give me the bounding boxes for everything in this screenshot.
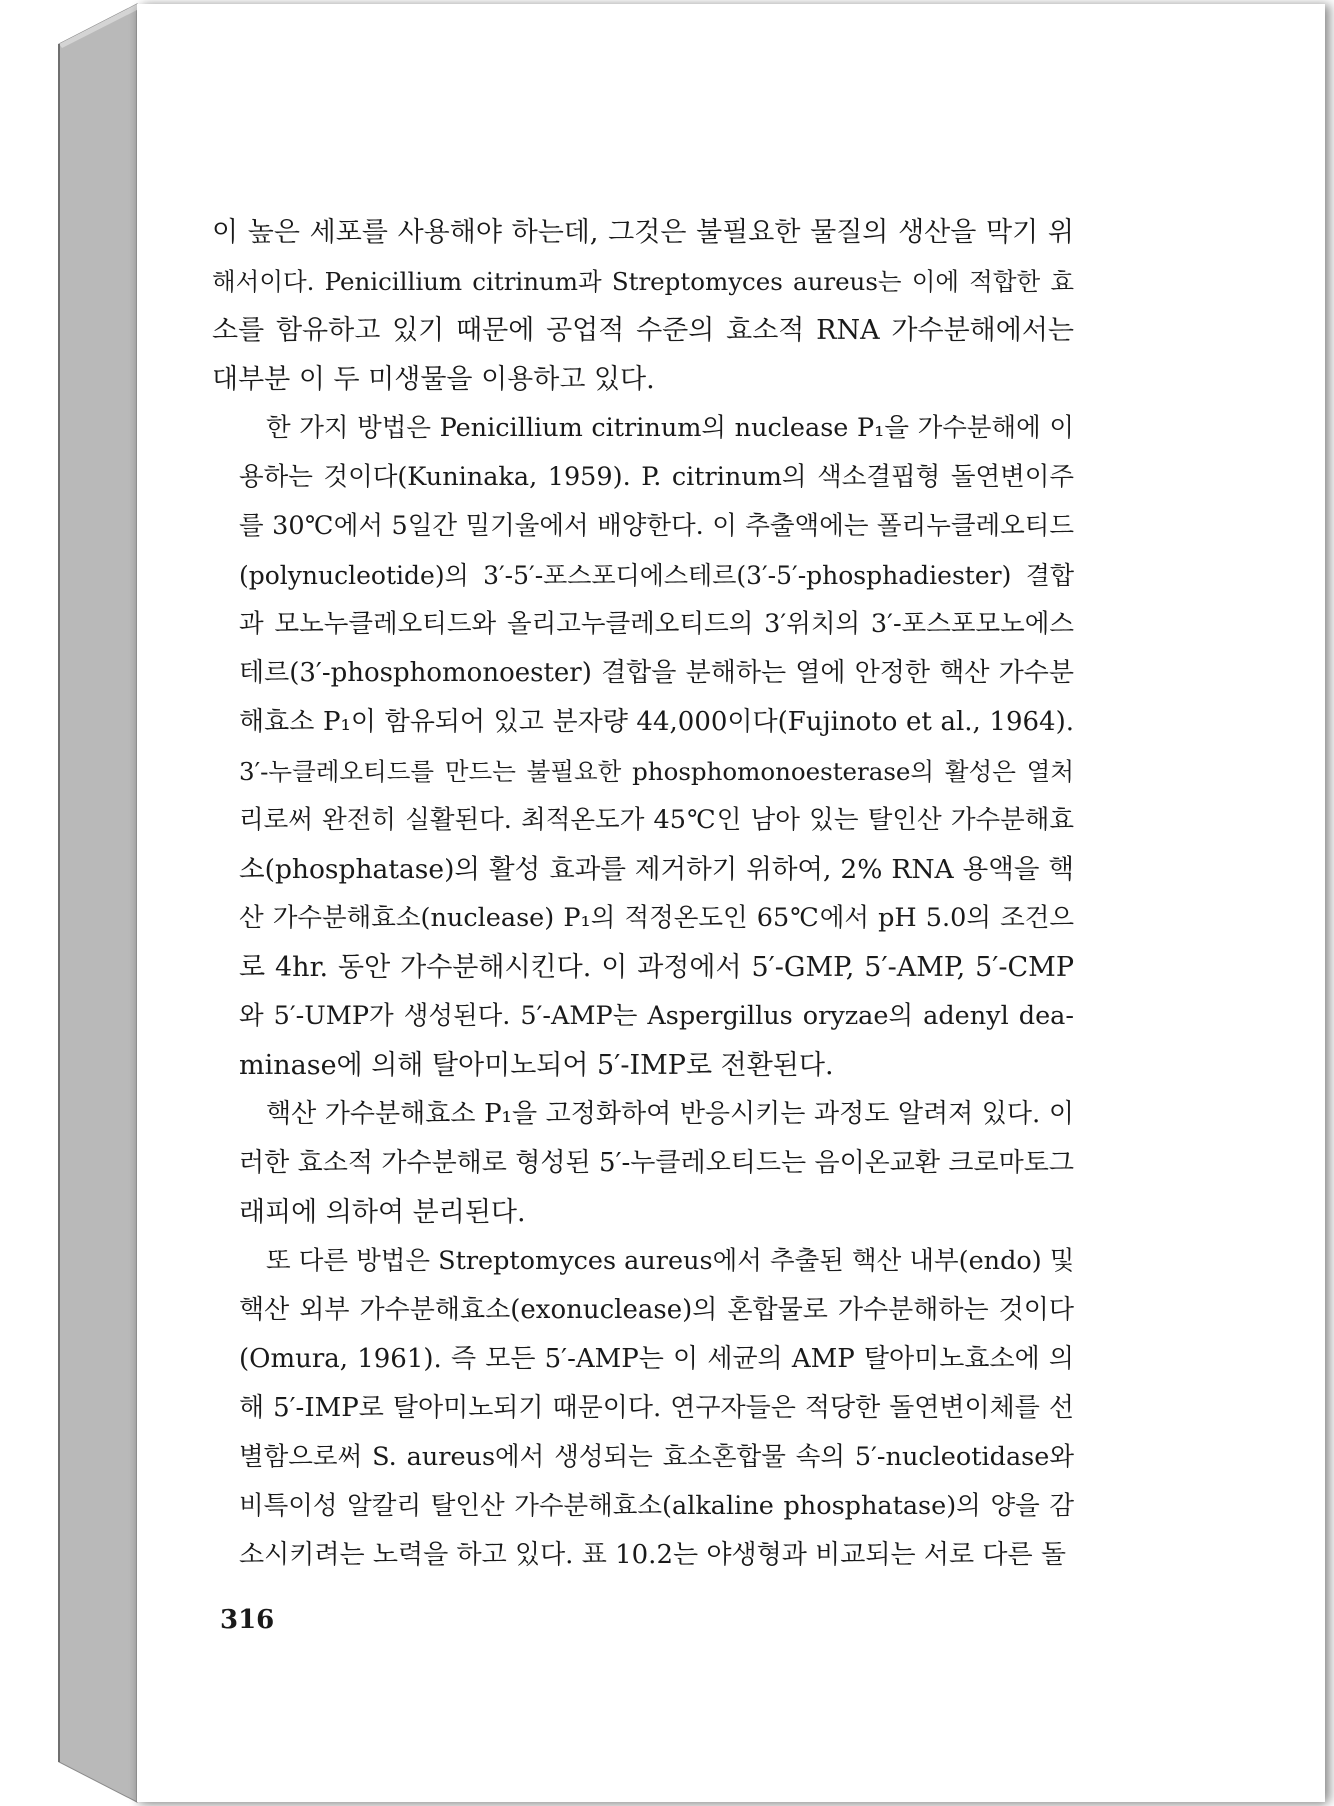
text-line: 용하는 것이다(Kuninaka, 1959). P. citrinum의 색소결핍형 돌연변이주 <box>239 462 1074 492</box>
text-line: 핵산 외부 가수분해효소(exonuclease)의 혼합물로 가수분해하는 것이다 <box>239 1295 1074 1325</box>
text-line: 러한 효소적 가수분해로 형성된 5′-누클레오티드는 음이온교환 크로마토그 <box>239 1148 1074 1178</box>
text-line: 소시키려는 노력을 하고 있다. 표 10.2는 야생형과 비교되는 서로 다른 돌 <box>239 1540 1066 1570</box>
text-line: 해효소 P₁이 함유되어 있고 분자량 44,000이다(Fujinoto et al., 1964). <box>239 707 1074 737</box>
text-line: 산 가수분해효소(nuclease) P₁의 적정온도인 65℃에서 pH 5.0의 조건으 <box>239 903 1074 933</box>
text-line: (polynucleotide)의 3′-5′-포스포디에스테르(3′-5′-phosphadiester) 결합 <box>239 561 1074 590</box>
text-line: 핵산 가수분해효소 P₁을 고정화하여 반응시키는 과정도 알려져 있다. 이 <box>266 1099 1074 1129</box>
text-line: 를 30℃에서 5일간 밀기울에서 배양한다. 이 추출액에는 폴리누클레오티드 <box>239 511 1074 541</box>
text-line: 한 가지 방법은 Penicillium citrinum의 nuclease P₁을 가수분해에 이 <box>266 413 1074 443</box>
text-line: minase에 의해 탈아미노되어 5′-IMP로 전환된다. <box>239 1050 834 1081</box>
text-line: 와 5′-UMP가 생성된다. 5′-AMP는 Aspergillus oryzae의 adenyl dea- <box>239 1001 1074 1031</box>
text-line: 이 높은 세포를 사용해야 하는데, 그것은 불필요한 물질의 생산을 막기 위 <box>212 217 1074 248</box>
text-line: 대부분 이 두 미생물을 이용하고 있다. <box>212 364 655 395</box>
text-line: 리로써 완전히 실활된다. 최적온도가 45℃인 남아 있는 탈인산 가수분해효 <box>239 805 1074 835</box>
text-line: 해서이다. Penicillium citrinum과 Streptomyces aureus는 이에 적합한 효 <box>212 267 1074 296</box>
text-line: 래피에 의하여 분리된다. <box>239 1197 526 1228</box>
paragraph <box>212 404 1074 1090</box>
body-text <box>212 208 1074 1580</box>
text-line: 로 4hr. 동안 가수분해시킨다. 이 과정에서 5′-GMP, 5′-AMP, 5′-CMP <box>239 952 1074 983</box>
text-line: 해 5′-IMP로 탈아미노되기 때문이다. 연구자들은 적당한 돌연변이체를 선 <box>239 1393 1074 1423</box>
text-line: 또 다른 방법은 Streptomyces aureus에서 추출된 핵산 내부(endo) 및 <box>266 1246 1075 1276</box>
paragraph <box>212 1090 1074 1237</box>
text-line: 소를 함유하고 있기 때문에 공업적 수준의 효소적 RNA 가수분해에서는 <box>212 315 1074 346</box>
text-line: (Omura, 1961). 즉 모든 5′-AMP는 이 세균의 AMP 탈아미노효소에 의 <box>239 1344 1074 1374</box>
text-line: 비특이성 알칼리 탈인산 가수분해효소(alkaline phosphatase)의 양을 감 <box>239 1491 1074 1521</box>
paragraph <box>212 208 1074 404</box>
text-line: 소(phosphatase)의 활성 효과를 제거하기 위하여, 2% RNA 용액을 핵 <box>239 854 1074 885</box>
page-number: 316 <box>220 1605 275 1635</box>
text-line: 과 모노누클레오티드와 올리고누클레오티드의 3′위치의 3′-포스포모노에스 <box>239 609 1074 639</box>
text-line: 테르(3′-phosphomonoester) 결합을 분해하는 열에 안정한 핵산 가수분 <box>239 658 1074 688</box>
paragraph <box>212 1237 1074 1580</box>
text-line: 별함으로써 S. aureus에서 생성되는 효소혼합물 속의 5′-nucleotidase와 <box>239 1442 1074 1472</box>
text-line: 3′-누클레오티드를 만드는 불필요한 phosphomonoesterase의 활성은 열처 <box>239 757 1074 786</box>
